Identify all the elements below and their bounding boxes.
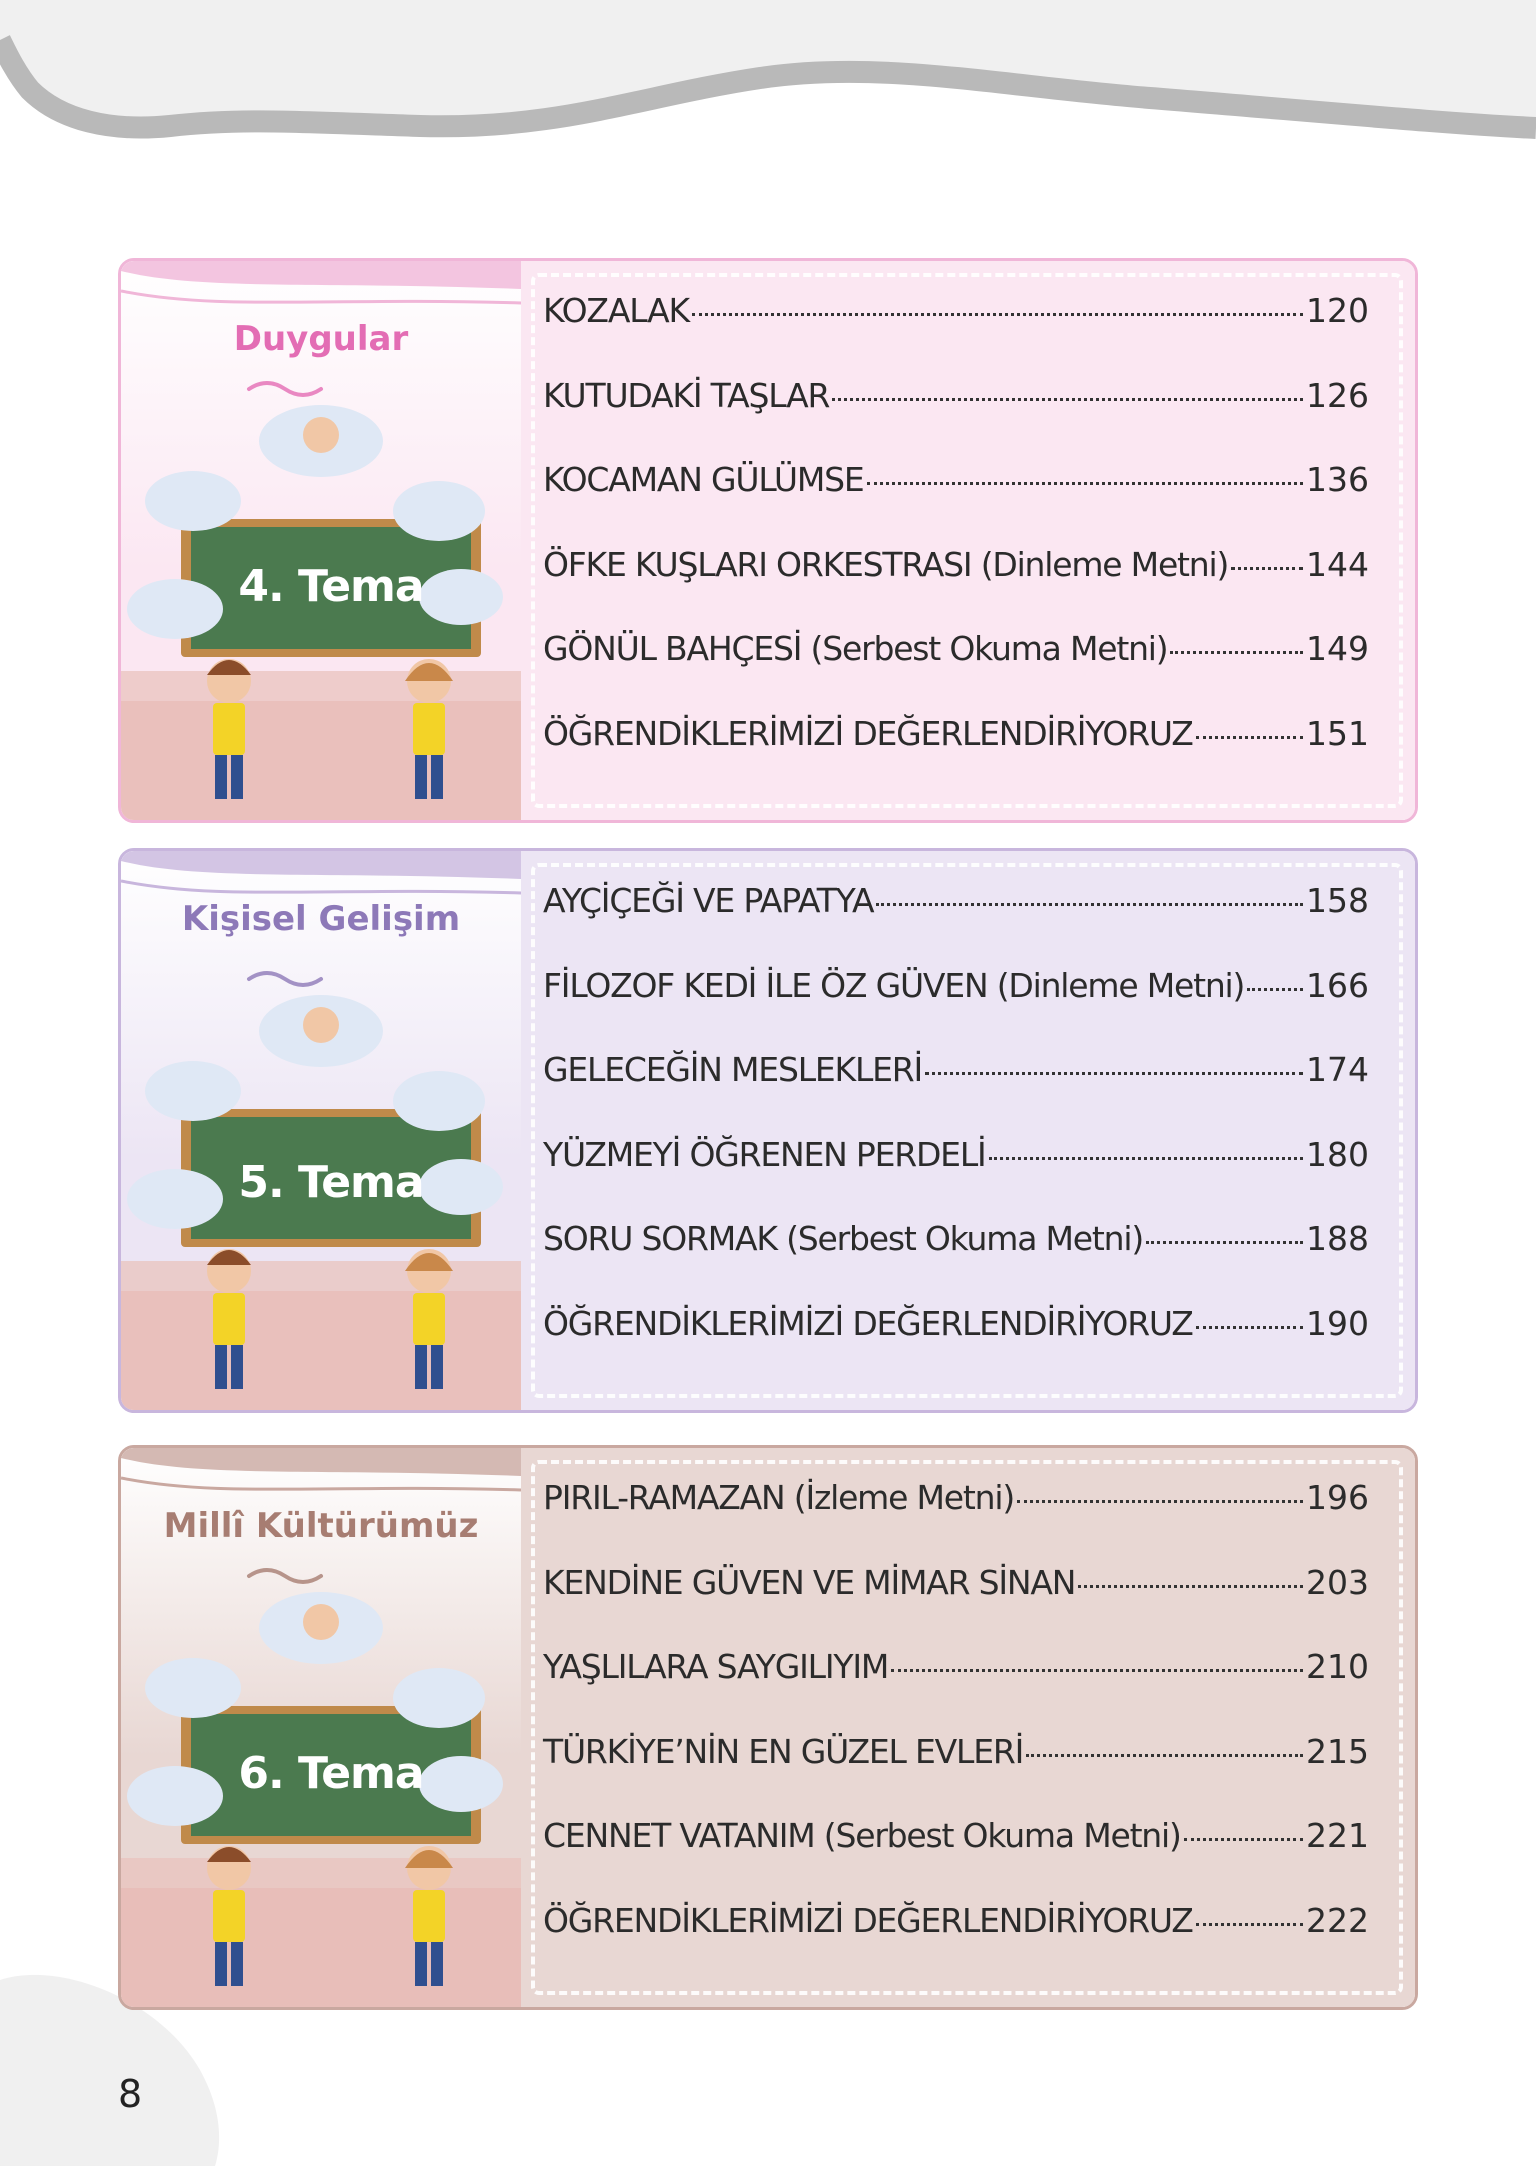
toc-entry-page: 144 — [1306, 544, 1369, 584]
toc-entry[interactable] — [543, 966, 1369, 1051]
toc-entry-page: 210 — [1306, 1647, 1369, 1686]
toc-entry-page: 221 — [1306, 1816, 1369, 1855]
toc-entry[interactable] — [543, 1816, 1369, 1901]
toc-entry-title: KOZALAK — [543, 291, 689, 330]
toc-entry[interactable] — [543, 1219, 1369, 1304]
toc-list — [543, 291, 1369, 798]
toc-entry-page: 136 — [1306, 460, 1369, 499]
toc-entry-title: PIRIL-RAMAZAN (İzleme Metni) — [543, 1478, 1014, 1517]
theme-panel — [121, 851, 521, 1410]
toc-entry[interactable] — [543, 1563, 1369, 1648]
toc-panel — [521, 1448, 1415, 2007]
theme-section-4 — [118, 258, 1418, 823]
theme-title: Kişisel Gelişim — [181, 899, 461, 939]
toc-entry[interactable] — [543, 1304, 1369, 1389]
toc-dot-leader — [1196, 736, 1303, 739]
toc-entry-title: SORU SORMAK (Serbest Okuma Metni) — [543, 1219, 1144, 1258]
toc-entry-title: ÖFKE KUŞLARI ORKESTRASI (Dinleme Metni) — [543, 544, 1229, 584]
toc-entry-title: YÜZMEYİ ÖĞRENEN PERDELİ — [543, 1134, 986, 1174]
toc-entry[interactable] — [543, 1135, 1369, 1220]
toc-entry[interactable] — [543, 1647, 1369, 1732]
tema-label: 5. Tema — [238, 1157, 424, 1208]
toc-entry[interactable] — [543, 1901, 1369, 1986]
toc-entry-title: GELECEĞİN MESLEKLERİ — [543, 1050, 923, 1089]
toc-dot-leader — [891, 1669, 1303, 1672]
theme-section-6 — [118, 1445, 1418, 2010]
toc-entry[interactable] — [543, 714, 1369, 799]
toc-entry-page: 190 — [1306, 1303, 1369, 1343]
theme-section-5 — [118, 848, 1418, 1413]
tema-label: 4. Tema — [238, 561, 424, 612]
toc-entry[interactable] — [543, 1478, 1369, 1563]
toc-dot-leader — [876, 903, 1303, 906]
theme-title: Duygular — [233, 319, 409, 359]
toc-entry-title: FİLOZOF KEDİ İLE ÖZ GÜVEN (Dinleme Metni) — [543, 965, 1245, 1005]
toc-dot-leader — [1196, 1923, 1303, 1926]
toc-entry-title: CENNET VATANIM (Serbest Okuma Metni) — [543, 1816, 1181, 1855]
toc-entry-title: GÖNÜL BAHÇESİ (Serbest Okuma Metni) — [543, 629, 1168, 668]
toc-entry-title: KENDİNE GÜVEN VE MİMAR SİNAN — [543, 1562, 1076, 1602]
toc-entry-page: 120 — [1306, 291, 1369, 330]
toc-dot-leader — [1247, 988, 1303, 991]
toc-entry[interactable] — [543, 629, 1369, 714]
toc-dot-leader — [1146, 1241, 1303, 1244]
toc-list — [543, 881, 1369, 1388]
toc-entry-page: 203 — [1306, 1562, 1369, 1602]
toc-entry-page: 222 — [1306, 1900, 1369, 1940]
toc-entry-page: 196 — [1306, 1478, 1369, 1517]
theme-title: Millî Kültürümüz — [163, 1506, 479, 1546]
toc-dot-leader — [1078, 1585, 1303, 1588]
page-number: 8 — [118, 2072, 143, 2116]
toc-entry-page: 174 — [1306, 1050, 1369, 1089]
toc-entry-title: ÖĞRENDİKLERİMİZİ DEĞERLENDİRİYORUZ — [543, 1303, 1193, 1343]
toc-dot-leader — [1026, 1754, 1303, 1757]
toc-list — [543, 1478, 1369, 1985]
toc-entry-title: KUTUDAKİ TAŞLAR — [543, 375, 830, 415]
toc-entry[interactable] — [543, 881, 1369, 966]
toc-dot-leader — [1017, 1500, 1303, 1503]
tema-label: 6. Tema — [238, 1748, 424, 1799]
toc-entry-title: AYÇİÇEĞİ VE PAPATYA — [543, 881, 874, 920]
toc-dot-leader — [1231, 567, 1303, 570]
toc-entry-page: 166 — [1306, 965, 1369, 1005]
toc-entry-title: KOCAMAN GÜLÜMSE — [543, 460, 864, 499]
toc-dot-leader — [1170, 651, 1303, 654]
toc-entry-page: 215 — [1306, 1731, 1369, 1771]
top-wave-decoration — [0, 0, 1536, 160]
toc-entry-page: 126 — [1306, 375, 1369, 415]
toc-entry[interactable] — [543, 545, 1369, 630]
toc-entry[interactable] — [543, 460, 1369, 545]
toc-entry-page: 188 — [1306, 1219, 1369, 1258]
toc-dot-leader — [925, 1072, 1303, 1075]
toc-dot-leader — [989, 1157, 1303, 1160]
toc-entry-page: 151 — [1306, 713, 1369, 753]
toc-dot-leader — [832, 398, 1303, 401]
toc-dot-leader — [1184, 1838, 1303, 1841]
toc-entry[interactable] — [543, 1732, 1369, 1817]
toc-entry-title: TÜRKİYE’NİN EN GÜZEL EVLERİ — [543, 1731, 1024, 1771]
toc-entry[interactable] — [543, 1050, 1369, 1135]
theme-panel — [121, 261, 521, 820]
toc-entry-title: ÖĞRENDİKLERİMİZİ DEĞERLENDİRİYORUZ — [543, 1900, 1193, 1940]
toc-dot-leader — [692, 313, 1303, 316]
toc-entry-page: 149 — [1306, 629, 1369, 668]
toc-entry[interactable] — [543, 291, 1369, 376]
toc-dot-leader — [1196, 1326, 1303, 1329]
toc-panel — [521, 851, 1415, 1410]
toc-panel — [521, 261, 1415, 820]
toc-entry[interactable] — [543, 376, 1369, 461]
toc-entry-page: 158 — [1306, 881, 1369, 920]
toc-entry-page: 180 — [1306, 1134, 1369, 1174]
toc-entry-title: ÖĞRENDİKLERİMİZİ DEĞERLENDİRİYORUZ — [543, 713, 1193, 753]
toc-entry-title: YAŞLILARA SAYGILIYIM — [543, 1647, 889, 1686]
toc-dot-leader — [867, 482, 1303, 485]
theme-panel — [121, 1448, 521, 2007]
